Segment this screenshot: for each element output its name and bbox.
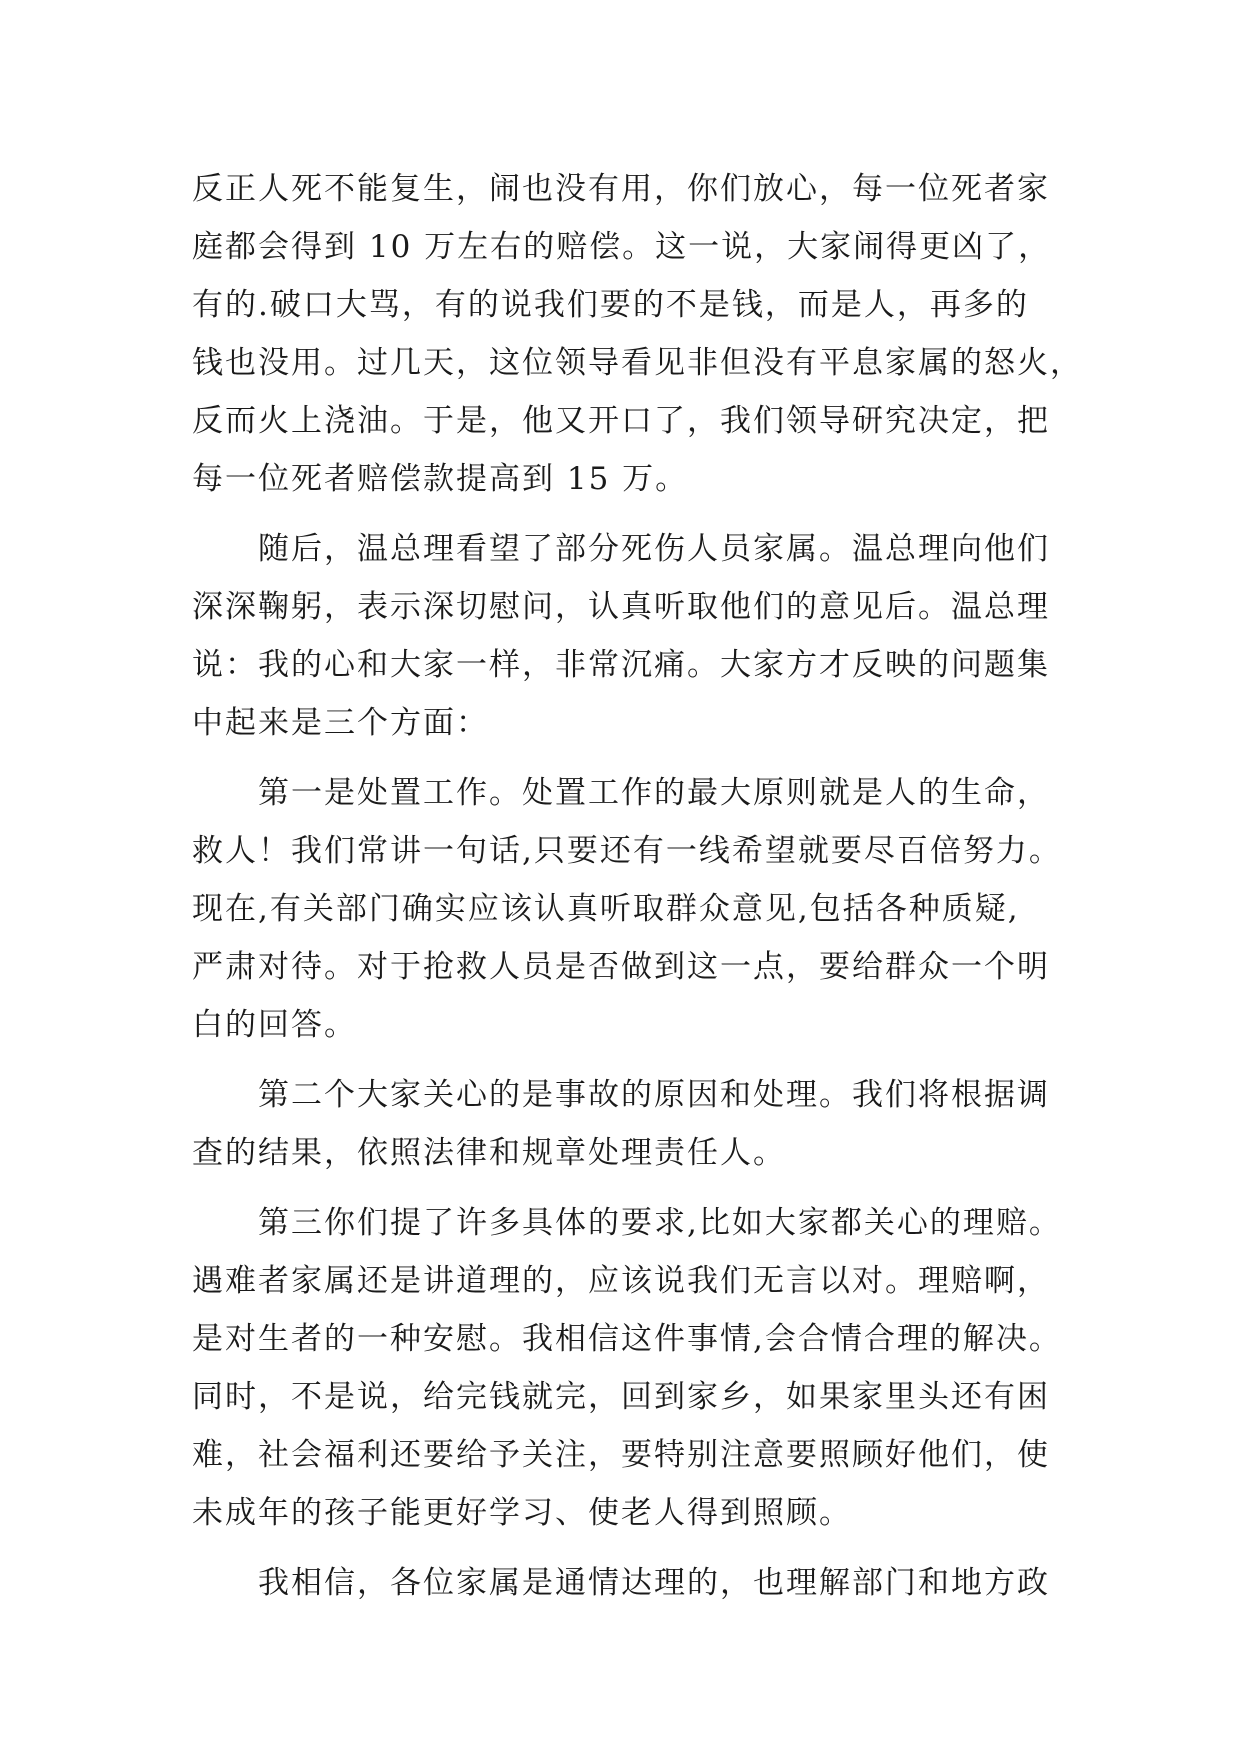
paragraph	[192, 160, 1083, 508]
text-line: 第三你们提了许多具体的要求,比如大家都关心的理赔。	[258, 1205, 1062, 1241]
paragraph	[192, 764, 1062, 1054]
text-line: 查的结果，依照法律和规章处理责任人。	[192, 1135, 786, 1171]
text-line: 说：我的心和大家一样，非常沉痛。大家方才反映的问题集	[192, 647, 1050, 683]
text-line: 我相信，各位家属是通情达理的，也理解部门和地方政	[258, 1565, 1050, 1601]
text-line: 现在,有关部门确实应该认真听取群众意见,包括各种质疑,	[192, 891, 1020, 927]
paragraph-gap	[192, 752, 1062, 764]
text-line: 难，社会福利还要给予关注，要特别注意要照顾好他们，使	[192, 1437, 1050, 1473]
paragraph-gap	[192, 1054, 1062, 1066]
text-line: 随后，温总理看望了部分死伤人员家属。温总理向他们	[258, 531, 1050, 567]
document-body	[192, 160, 1083, 1612]
text-line: 中起来是三个方面：	[192, 705, 489, 741]
paragraph-gap	[192, 508, 1062, 520]
text-line: 遇难者家属还是讲道理的，应该说我们无言以对。理赔啊，	[192, 1263, 1050, 1299]
text-line: 严肃对待。对于抢救人员是否做到这一点，要给群众一个明	[192, 949, 1050, 985]
text-line: 每一位死者赔偿款提高到 15 万。	[192, 461, 689, 497]
paragraph	[192, 1066, 1062, 1182]
text-line: 钱也没用。过几天，这位领导看见非但没有平息家属的怒火，	[192, 345, 1083, 381]
text-line: 反正人死不能复生，闹也没有用，你们放心，每一位死者家	[192, 171, 1050, 207]
text-line: 是对生者的一种安慰。我相信这件事情,会合情合理的解决。	[192, 1321, 1062, 1357]
text-line: 第一是处置工作。处置工作的最大原则就是人的生命，	[258, 775, 1050, 811]
paragraph-gap	[192, 1542, 1062, 1554]
text-line: 庭都会得到 10 万左右的赔偿。这一说，大家闹得更凶了，	[192, 229, 1052, 265]
paragraph	[192, 520, 1062, 752]
text-line: 白的回答。	[192, 1007, 357, 1043]
text-line: 第二个大家关心的是事故的原因和处理。我们将根据调	[258, 1077, 1050, 1113]
text-line: 未成年的孩子能更好学习、使老人得到照顾。	[192, 1495, 852, 1531]
text-line: 深深鞠躬，表示深切慰问，认真听取他们的意见后。温总理	[192, 589, 1050, 625]
text-line: 反而火上浇油。于是，他又开口了，我们领导研究决定，把	[192, 403, 1050, 439]
paragraph	[192, 1554, 1062, 1612]
text-line: 同时，不是说，给完钱就完，回到家乡，如果家里头还有困	[192, 1379, 1050, 1415]
paragraph-gap	[192, 1182, 1062, 1194]
text-line: 有的.破口大骂，有的说我们要的不是钱，而是人，再多的	[192, 287, 1029, 323]
text-line: 救人！我们常讲一句话,只要还有一线希望就要尽百倍努力。	[192, 833, 1062, 869]
paragraph	[192, 1194, 1062, 1542]
